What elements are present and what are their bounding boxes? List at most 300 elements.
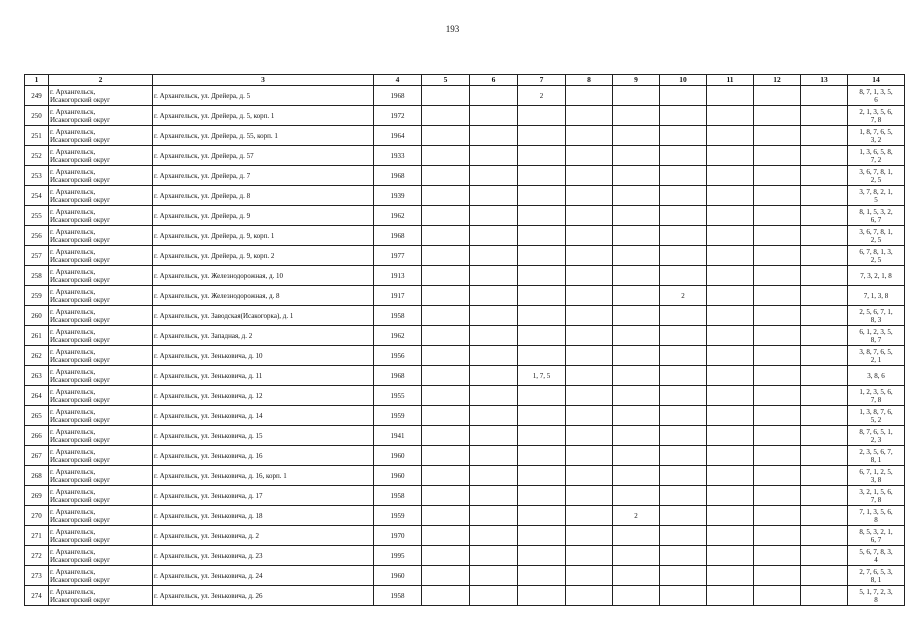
table-row [25, 126, 905, 146]
col8-cell [566, 246, 613, 266]
col13-cell [801, 106, 848, 126]
col13-cell [801, 386, 848, 406]
year-cell: 1977 [374, 246, 422, 266]
district-cell: г. Архангельск, Исакогорский округ [49, 86, 153, 106]
row-number-cell: 250 [25, 106, 49, 126]
district-cell: г. Архангельск, Исакогорский округ [49, 226, 153, 246]
district-cell: г. Архангельск, Исакогорский округ [49, 446, 153, 466]
col7-cell: 2 [518, 86, 566, 106]
col10-cell [660, 446, 707, 466]
codes-cell: 6, 7, 1, 2, 5, 3, 8 [848, 466, 905, 486]
table-row [25, 146, 905, 166]
year-cell: 1941 [374, 426, 422, 446]
district-cell: г. Архангельск, Исакогорский округ [49, 286, 153, 306]
codes-cell: 5, 6, 7, 8, 3, 4 [848, 546, 905, 566]
table-row [25, 166, 905, 186]
col7-cell [518, 146, 566, 166]
col12-cell [754, 486, 801, 506]
col12-cell [754, 266, 801, 286]
col13-cell [801, 326, 848, 346]
col5-cell [422, 526, 470, 546]
row-number-cell: 252 [25, 146, 49, 166]
district-cell: г. Архангельск, Исакогорский округ [49, 106, 153, 126]
col10-cell: 2 [660, 286, 707, 306]
codes-cell: 1, 2, 3, 5, 6, 7, 8 [848, 386, 905, 406]
col7-cell [518, 326, 566, 346]
col13-cell [801, 206, 848, 226]
col5-cell [422, 386, 470, 406]
year-cell: 1955 [374, 386, 422, 406]
table-row [25, 266, 905, 286]
col8-cell [566, 146, 613, 166]
col12-cell [754, 166, 801, 186]
col5-cell [422, 586, 470, 606]
year-cell: 1962 [374, 206, 422, 226]
col6-cell [470, 146, 518, 166]
col13-cell [801, 346, 848, 366]
codes-cell: 3, 6, 7, 8, 1, 2, 5 [848, 166, 905, 186]
col11-cell [707, 226, 754, 246]
column-header-5: 5 [422, 75, 470, 86]
table-row [25, 506, 905, 526]
col13-cell [801, 526, 848, 546]
col10-cell [660, 386, 707, 406]
col9-cell [613, 366, 660, 386]
col6-cell [470, 106, 518, 126]
col5-cell [422, 286, 470, 306]
district-cell: г. Архангельск, Исакогорский округ [49, 426, 153, 446]
col10-cell [660, 206, 707, 226]
column-header-10: 10 [660, 75, 707, 86]
col12-cell [754, 286, 801, 306]
col12-cell [754, 506, 801, 526]
col7-cell [518, 266, 566, 286]
col5-cell [422, 426, 470, 446]
col11-cell [707, 506, 754, 526]
col8-cell [566, 406, 613, 426]
row-number-cell: 264 [25, 386, 49, 406]
col13-cell [801, 126, 848, 146]
col5-cell [422, 346, 470, 366]
col5-cell [422, 86, 470, 106]
address-cell: г. Архангельск, ул. Дрейера, д. 57 [153, 146, 374, 166]
col6-cell [470, 486, 518, 506]
col7-cell [518, 586, 566, 606]
col6-cell [470, 506, 518, 526]
col11-cell [707, 206, 754, 226]
col11-cell [707, 466, 754, 486]
col13-cell [801, 566, 848, 586]
col12-cell [754, 366, 801, 386]
col6-cell [470, 86, 518, 106]
row-number-cell: 251 [25, 126, 49, 146]
codes-cell: 8, 7, 1, 3, 5, 6 [848, 86, 905, 106]
col10-cell [660, 306, 707, 326]
col7-cell [518, 486, 566, 506]
column-header-1: 1 [25, 75, 49, 86]
address-cell: г. Архангельск, ул. Дрейера, д. 7 [153, 166, 374, 186]
col12-cell [754, 426, 801, 446]
table-row [25, 566, 905, 586]
table-row [25, 326, 905, 346]
col6-cell [470, 126, 518, 146]
col10-cell [660, 366, 707, 386]
codes-cell: 2, 7, 6, 5, 3, 8, 1 [848, 566, 905, 586]
col11-cell [707, 426, 754, 446]
col12-cell [754, 146, 801, 166]
row-number-cell: 255 [25, 206, 49, 226]
col13-cell [801, 486, 848, 506]
year-cell: 1958 [374, 306, 422, 326]
codes-cell: 6, 1, 2, 3, 5, 8, 7 [848, 326, 905, 346]
col13-cell [801, 546, 848, 566]
col7-cell [518, 286, 566, 306]
col11-cell [707, 286, 754, 306]
col11-cell [707, 566, 754, 586]
col11-cell [707, 326, 754, 346]
col9-cell [613, 126, 660, 146]
year-cell: 1962 [374, 326, 422, 346]
table-row [25, 366, 905, 386]
col9-cell [613, 206, 660, 226]
address-cell: г. Архангельск, ул. Дрейера, д. 55, корп. 1 [153, 126, 374, 146]
col6-cell [470, 546, 518, 566]
col13-cell [801, 446, 848, 466]
address-cell: г. Архангельск, ул. Зеньковича, д. 17 [153, 486, 374, 506]
address-cell: г. Архангельск, ул. Дрейера, д. 5 [153, 86, 374, 106]
col9-cell [613, 86, 660, 106]
col7-cell [518, 126, 566, 146]
col8-cell [566, 326, 613, 346]
table-row [25, 446, 905, 466]
row-number-cell: 272 [25, 546, 49, 566]
address-cell: г. Архангельск, ул. Железнодорожная, д. 8 [153, 286, 374, 306]
district-cell: г. Архангельск, Исакогорский округ [49, 326, 153, 346]
row-number-cell: 274 [25, 586, 49, 606]
row-number-cell: 262 [25, 346, 49, 366]
col8-cell [566, 306, 613, 326]
col6-cell [470, 246, 518, 266]
col10-cell [660, 586, 707, 606]
district-cell: г. Архангельск, Исакогорский округ [49, 346, 153, 366]
col9-cell [613, 566, 660, 586]
col5-cell [422, 326, 470, 346]
address-cell: г. Архангельск, ул. Зеньковича, д. 14 [153, 406, 374, 426]
col8-cell [566, 166, 613, 186]
col13-cell [801, 306, 848, 326]
col7-cell [518, 566, 566, 586]
col11-cell [707, 166, 754, 186]
housing-registry-table [24, 74, 905, 606]
col9-cell: 2 [613, 506, 660, 526]
col7-cell [518, 186, 566, 206]
col8-cell [566, 526, 613, 546]
col13-cell [801, 466, 848, 486]
address-cell: г. Архангельск, ул. Зеньковича, д. 2 [153, 526, 374, 546]
col11-cell [707, 126, 754, 146]
col5-cell [422, 186, 470, 206]
column-header-13: 13 [801, 75, 848, 86]
col9-cell [613, 186, 660, 206]
table-row [25, 206, 905, 226]
row-number-cell: 261 [25, 326, 49, 346]
row-number-cell: 271 [25, 526, 49, 546]
col6-cell [470, 446, 518, 466]
table-header-row [25, 75, 905, 86]
col6-cell [470, 386, 518, 406]
col6-cell [470, 566, 518, 586]
year-cell: 1972 [374, 106, 422, 126]
col9-cell [613, 146, 660, 166]
year-cell: 1968 [374, 366, 422, 386]
column-header-7: 7 [518, 75, 566, 86]
year-cell: 1958 [374, 486, 422, 506]
col7-cell [518, 466, 566, 486]
address-cell: г. Архангельск, ул. Зеньковича, д. 10 [153, 346, 374, 366]
col10-cell [660, 226, 707, 246]
year-cell: 1964 [374, 126, 422, 146]
row-number-cell: 260 [25, 306, 49, 326]
col6-cell [470, 406, 518, 426]
col12-cell [754, 386, 801, 406]
col10-cell [660, 566, 707, 586]
district-cell: г. Архангельск, Исакогорский округ [49, 246, 153, 266]
col6-cell [470, 226, 518, 246]
col12-cell [754, 406, 801, 426]
address-cell: г. Архангельск, ул. Зеньковича, д. 24 [153, 566, 374, 586]
address-cell: г. Архангельск, ул. Дрейера, д. 8 [153, 186, 374, 206]
col9-cell [613, 326, 660, 346]
table-row [25, 86, 905, 106]
district-cell: г. Архангельск, Исакогорский округ [49, 386, 153, 406]
address-cell: г. Архангельск, ул. Зеньковича, д. 16, корп. 1 [153, 466, 374, 486]
codes-cell: 3, 6, 7, 8, 1, 2, 5 [848, 226, 905, 246]
table-row [25, 406, 905, 426]
year-cell: 1959 [374, 506, 422, 526]
col9-cell [613, 586, 660, 606]
col10-cell [660, 346, 707, 366]
col13-cell [801, 246, 848, 266]
col7-cell [518, 406, 566, 426]
col8-cell [566, 466, 613, 486]
col6-cell [470, 366, 518, 386]
col10-cell [660, 266, 707, 286]
col8-cell [566, 126, 613, 146]
col9-cell [613, 446, 660, 466]
column-header-3: 3 [153, 75, 374, 86]
col5-cell [422, 246, 470, 266]
district-cell: г. Архангельск, Исакогорский округ [49, 266, 153, 286]
col8-cell [566, 286, 613, 306]
col13-cell [801, 426, 848, 446]
table-body [25, 86, 905, 606]
col6-cell [470, 166, 518, 186]
col11-cell [707, 186, 754, 206]
col12-cell [754, 126, 801, 146]
col5-cell [422, 126, 470, 146]
col6-cell [470, 266, 518, 286]
col8-cell [566, 366, 613, 386]
table-row [25, 286, 905, 306]
col10-cell [660, 246, 707, 266]
column-header-4: 4 [374, 75, 422, 86]
col9-cell [613, 226, 660, 246]
col7-cell [518, 166, 566, 186]
col10-cell [660, 506, 707, 526]
col11-cell [707, 386, 754, 406]
codes-cell: 1, 8, 7, 6, 5, 3, 2 [848, 126, 905, 146]
col5-cell [422, 546, 470, 566]
col12-cell [754, 346, 801, 366]
col11-cell [707, 346, 754, 366]
col10-cell [660, 146, 707, 166]
col12-cell [754, 186, 801, 206]
col13-cell [801, 166, 848, 186]
district-cell: г. Архангельск, Исакогорский округ [49, 566, 153, 586]
year-cell: 1958 [374, 586, 422, 606]
col10-cell [660, 166, 707, 186]
address-cell: г. Архангельск, ул. Западная, д. 2 [153, 326, 374, 346]
year-cell: 1960 [374, 466, 422, 486]
codes-cell: 6, 7, 8, 1, 3, 2, 5 [848, 246, 905, 266]
col5-cell [422, 486, 470, 506]
col12-cell [754, 546, 801, 566]
col12-cell [754, 246, 801, 266]
col8-cell [566, 386, 613, 406]
year-cell: 1968 [374, 226, 422, 246]
address-cell: г. Архангельск, ул. Заводская(Исакогорка), д. 1 [153, 306, 374, 326]
col8-cell [566, 346, 613, 366]
col7-cell [518, 426, 566, 446]
col13-cell [801, 186, 848, 206]
address-cell: г. Архангельск, ул. Зеньковича, д. 15 [153, 426, 374, 446]
codes-cell: 8, 5, 3, 2, 1, 6, 7 [848, 526, 905, 546]
col9-cell [613, 466, 660, 486]
col6-cell [470, 306, 518, 326]
codes-cell: 2, 5, 6, 7, 1, 8, 3 [848, 306, 905, 326]
col10-cell [660, 86, 707, 106]
table-row [25, 246, 905, 266]
col9-cell [613, 346, 660, 366]
col9-cell [613, 546, 660, 566]
col11-cell [707, 86, 754, 106]
col8-cell [566, 586, 613, 606]
col11-cell [707, 586, 754, 606]
codes-cell: 7, 1, 3, 5, 6, 8 [848, 506, 905, 526]
col7-cell [518, 446, 566, 466]
district-cell: г. Архангельск, Исакогорский округ [49, 546, 153, 566]
col13-cell [801, 286, 848, 306]
col5-cell [422, 506, 470, 526]
col11-cell [707, 106, 754, 126]
row-number-cell: 273 [25, 566, 49, 586]
column-header-8: 8 [566, 75, 613, 86]
col9-cell [613, 426, 660, 446]
col12-cell [754, 566, 801, 586]
col10-cell [660, 406, 707, 426]
district-cell: г. Архангельск, Исакогорский округ [49, 206, 153, 226]
col6-cell [470, 206, 518, 226]
col6-cell [470, 586, 518, 606]
district-cell: г. Архангельск, Исакогорский округ [49, 506, 153, 526]
district-cell: г. Архангельск, Исакогорский округ [49, 526, 153, 546]
col12-cell [754, 466, 801, 486]
col9-cell [613, 286, 660, 306]
col8-cell [566, 226, 613, 246]
address-cell: г. Архангельск, ул. Зеньковича, д. 26 [153, 586, 374, 606]
col7-cell [518, 506, 566, 526]
address-cell: г. Архангельск, ул. Дрейера, д. 9 [153, 206, 374, 226]
col12-cell [754, 586, 801, 606]
codes-cell: 8, 1, 5, 3, 2, 6, 7 [848, 206, 905, 226]
table-row [25, 346, 905, 366]
col10-cell [660, 546, 707, 566]
codes-cell: 2, 3, 5, 6, 7, 8, 1 [848, 446, 905, 466]
district-cell: г. Архангельск, Исакогорский округ [49, 306, 153, 326]
col13-cell [801, 586, 848, 606]
table-row [25, 526, 905, 546]
row-number-cell: 263 [25, 366, 49, 386]
col7-cell [518, 226, 566, 246]
codes-cell: 7, 3, 2, 1, 8 [848, 266, 905, 286]
row-number-cell: 259 [25, 286, 49, 306]
year-cell: 1913 [374, 266, 422, 286]
col12-cell [754, 86, 801, 106]
codes-cell: 3, 8, 6 [848, 366, 905, 386]
column-header-6: 6 [470, 75, 518, 86]
table-row [25, 226, 905, 246]
col8-cell [566, 446, 613, 466]
col8-cell [566, 566, 613, 586]
col6-cell [470, 286, 518, 306]
col12-cell [754, 226, 801, 246]
col9-cell [613, 526, 660, 546]
col8-cell [566, 266, 613, 286]
address-cell: г. Архангельск, ул. Зеньковича, д. 23 [153, 546, 374, 566]
col8-cell [566, 186, 613, 206]
row-number-cell: 265 [25, 406, 49, 426]
col5-cell [422, 226, 470, 246]
col11-cell [707, 366, 754, 386]
col11-cell [707, 306, 754, 326]
col5-cell [422, 206, 470, 226]
col8-cell [566, 206, 613, 226]
codes-cell: 2, 1, 3, 5, 6, 7, 8 [848, 106, 905, 126]
year-cell: 1968 [374, 166, 422, 186]
col13-cell [801, 86, 848, 106]
col13-cell [801, 366, 848, 386]
codes-cell: 3, 2, 1, 5, 6, 7, 8 [848, 486, 905, 506]
col9-cell [613, 246, 660, 266]
col7-cell [518, 386, 566, 406]
codes-cell: 3, 7, 8, 2, 1, 5 [848, 186, 905, 206]
col8-cell [566, 106, 613, 126]
col11-cell [707, 246, 754, 266]
address-cell: г. Архангельск, ул. Дрейера, д. 9, корп. 2 [153, 246, 374, 266]
address-cell: г. Архангельск, ул. Дрейера, д. 5, корп. 1 [153, 106, 374, 126]
column-header-2: 2 [49, 75, 153, 86]
codes-cell: 5, 1, 7, 2, 3, 8 [848, 586, 905, 606]
row-number-cell: 256 [25, 226, 49, 246]
year-cell: 1959 [374, 406, 422, 426]
col5-cell [422, 146, 470, 166]
row-number-cell: 249 [25, 86, 49, 106]
col5-cell [422, 306, 470, 326]
codes-cell: 7, 1, 3, 8 [848, 286, 905, 306]
row-number-cell: 269 [25, 486, 49, 506]
col10-cell [660, 486, 707, 506]
col6-cell [470, 426, 518, 446]
